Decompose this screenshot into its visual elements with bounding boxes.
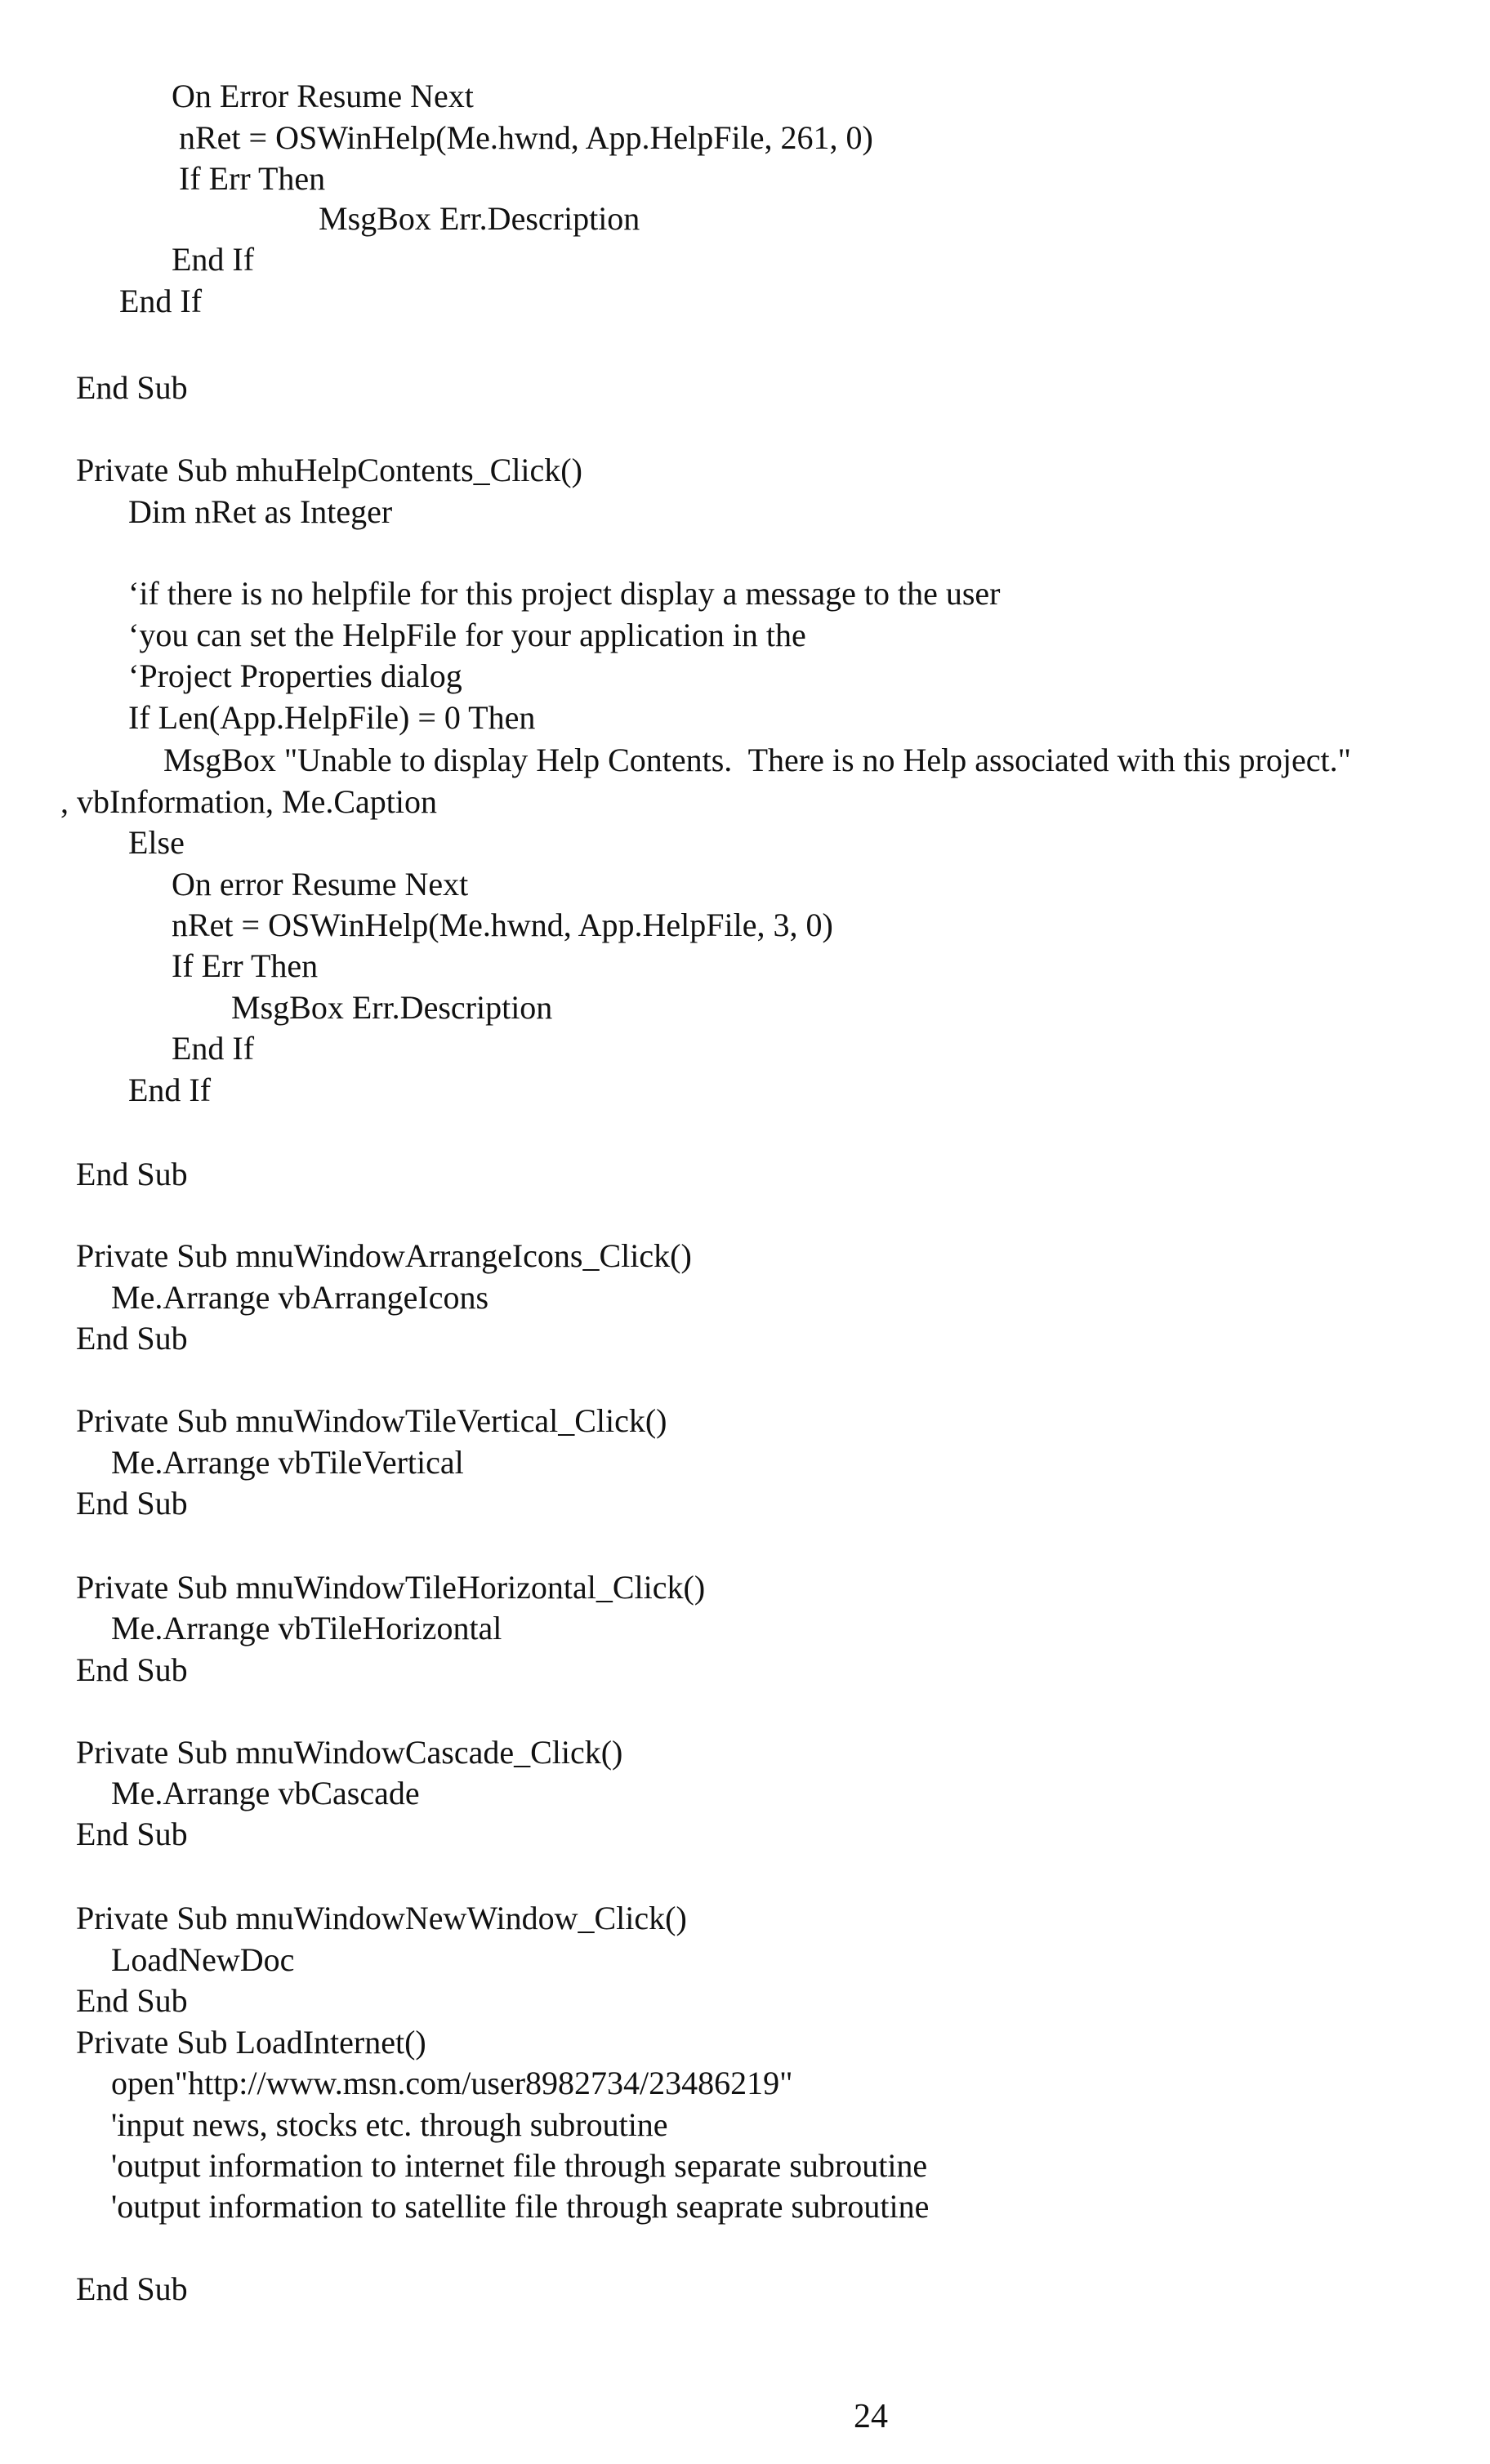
code-line: If Err Then <box>179 159 325 198</box>
code-line: End If <box>172 240 254 279</box>
code-line: On Error Resume Next <box>172 77 474 116</box>
code-line: Private Sub LoadInternet() <box>76 2023 426 2062</box>
code-line: End Sub <box>76 1981 188 2021</box>
code-line: End Sub <box>76 1815 188 1854</box>
code-line: End Sub <box>76 368 188 408</box>
code-line: 'output information to internet file through separate subroutine <box>111 2146 927 2186</box>
code-line: Private Sub mnuWindowCascade_Click() <box>76 1733 622 1772</box>
code-line: nRet = OSWinHelp(Me.hwnd, App.HelpFile, 261, 0) <box>179 118 873 158</box>
code-line: End Sub <box>76 1319 188 1358</box>
code-line: 'output information to satellite file through seaprate subroutine <box>111 2187 929 2226</box>
code-line: , vbInformation, Me.Caption <box>60 782 437 822</box>
document-page <box>0 0 1490 2464</box>
code-line: ‘Project Properties dialog <box>128 657 462 696</box>
code-line: open"http://www.msn.com/user8982734/23486219" <box>111 2064 792 2103</box>
code-line: End If <box>172 1029 254 1068</box>
code-line: Private Sub mnuWindowNewWindow_Click() <box>76 1899 687 1938</box>
code-line: If Err Then <box>172 947 318 986</box>
code-line: Private Sub mhuHelpContents_Click() <box>76 451 582 490</box>
code-line: 'input news, stocks etc. through subroutine <box>111 2105 668 2145</box>
code-line: ‘if there is no helpfile for this project display a message to the user <box>128 574 1000 613</box>
code-line: If Len(App.HelpFile) = 0 Then <box>128 698 535 737</box>
code-line: MsgBox Err.Description <box>231 988 552 1027</box>
code-line: Me.Arrange vbTileVertical <box>111 1443 464 1482</box>
code-line: End Sub <box>76 1651 188 1690</box>
code-line: Private Sub mnuWindowArrangeIcons_Click() <box>76 1236 692 1276</box>
code-line: Me.Arrange vbTileHorizontal <box>111 1609 502 1648</box>
code-line: Dim nRet as Integer <box>128 492 392 532</box>
code-line: On error Resume Next <box>172 865 468 904</box>
code-line: Else <box>128 823 185 862</box>
code-line: Me.Arrange vbArrangeIcons <box>111 1278 488 1317</box>
code-line: End Sub <box>76 2270 188 2309</box>
code-line: Private Sub mnuWindowTileVertical_Click() <box>76 1401 667 1441</box>
code-line: Me.Arrange vbCascade <box>111 1774 420 1813</box>
code-line: End Sub <box>76 1484 188 1523</box>
code-line: Private Sub mnuWindowTileHorizontal_Click() <box>76 1568 705 1607</box>
code-line: End If <box>128 1071 211 1110</box>
code-line: MsgBox Err.Description <box>319 199 640 238</box>
code-line: End If <box>119 282 202 321</box>
code-line: ‘you can set the HelpFile for your application in the <box>128 616 806 655</box>
code-line: End Sub <box>76 1155 188 1194</box>
code-line: nRet = OSWinHelp(Me.hwnd, App.HelpFile, 3, 0) <box>172 906 833 945</box>
page-number: 24 <box>854 2397 888 2436</box>
code-line: MsgBox "Unable to display Help Contents. There is no Help associated with this project." <box>163 741 1351 780</box>
code-line: LoadNewDoc <box>111 1940 294 1980</box>
